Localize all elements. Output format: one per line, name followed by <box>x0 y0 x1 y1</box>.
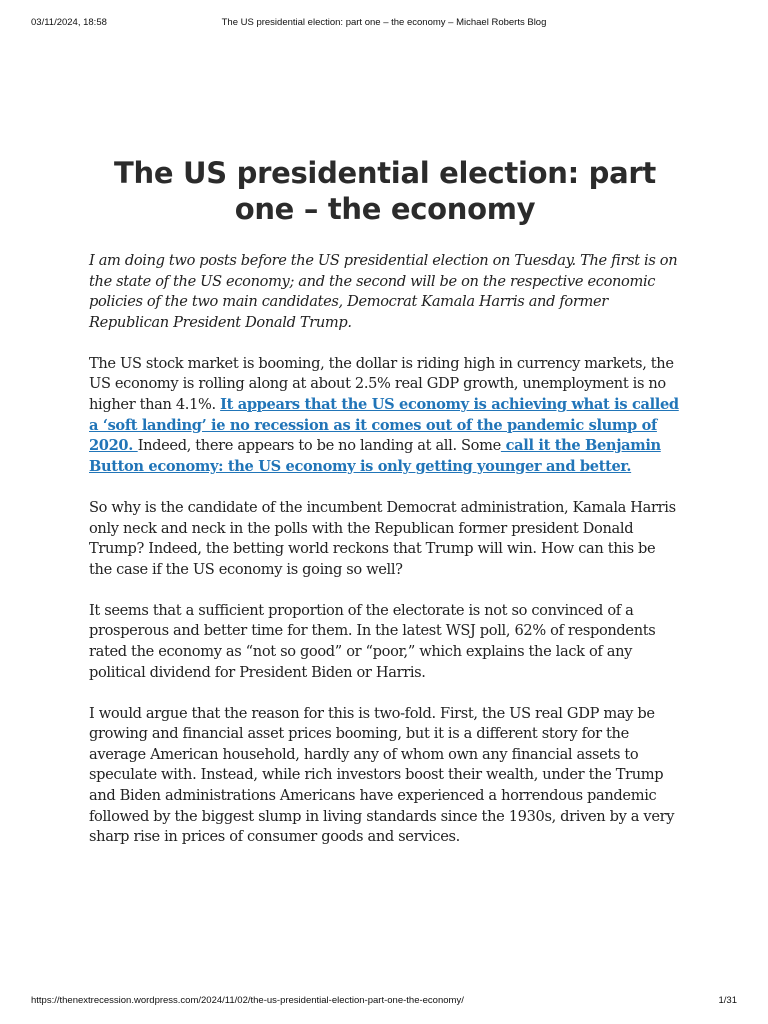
page-number: 1/31 <box>718 995 737 1006</box>
benjamin-button-link[interactable]: call it the Benjamin Button economy: the US economy is only getting younger and better. <box>89 437 661 475</box>
intro-paragraph: I am doing two posts before the US presidential election on Tuesday. The first is on the state of the US economy; and the second will be on the respective economic policies of the two main candidates, Democrat Kamala Harris and former Republican President Donald Trump. <box>89 252 678 331</box>
paragraph-two-fold: I would argue that the reason for this is two-fold. First, the US real GDP may be growing and financial asset prices booming, but it is a different story for the average American household, hardly any of whom own any financial assets to speculate with. Instead, while rich investors boost their wealth, under the Trump and Biden administrations Americans have experienced a horrendous pandemic followed by the biggest slump in living standards since the 1930s, driven by a very sharp rise in prices of consumer goods and services. <box>89 704 675 846</box>
paragraph-text: The US stock market is booming, the dollar is riding high in currency markets, the US economy is rolling along at about 2.5% real GDP growth, unemployment is no higher than 4.1%. <box>89 354 674 414</box>
paragraph-electorate: It seems that a sufficient proportion of the electorate is not so convinced of a prosperous and better time for them. In the latest WSJ poll, 62% of respondents rated the economy as “not so good” or “poor,” which explains the lack of any political dividend for President Biden or Harris. <box>89 601 656 681</box>
print-footer <box>0 995 768 1009</box>
print-datetime: 03/11/2024, 18:58 <box>31 17 107 28</box>
article <box>89 155 681 868</box>
print-page-title: The US presidential election: part one – the economy – Michael Roberts Blog <box>221 17 547 28</box>
article-title: The US presidential election: part one – the economy <box>114 156 656 226</box>
paragraph-economy-overview <box>89 354 681 478</box>
soft-landing-link[interactable]: It appears that the US economy is achieving what is called a ‘soft landing’ ie no recession as it comes out of the pandemic slump of 2020. <box>89 396 679 455</box>
article-body <box>89 251 681 848</box>
print-header <box>0 17 768 31</box>
paragraph-polls: So why is the candidate of the incumbent Democrat administration, Kamala Harris only neck and neck in the polls with the Republican former president Donald Trump? Indeed, the betting world reckons that Trump will win. How can this be the case if the US economy is going so well? <box>89 498 676 578</box>
paragraph-text: Indeed, there appears to be no landing at all. Some <box>137 437 501 455</box>
page-url: https://thenextrecession.wordpress.com/2024/11/02/the-us-presidential-election-part-one-the-economy/ <box>31 995 464 1006</box>
